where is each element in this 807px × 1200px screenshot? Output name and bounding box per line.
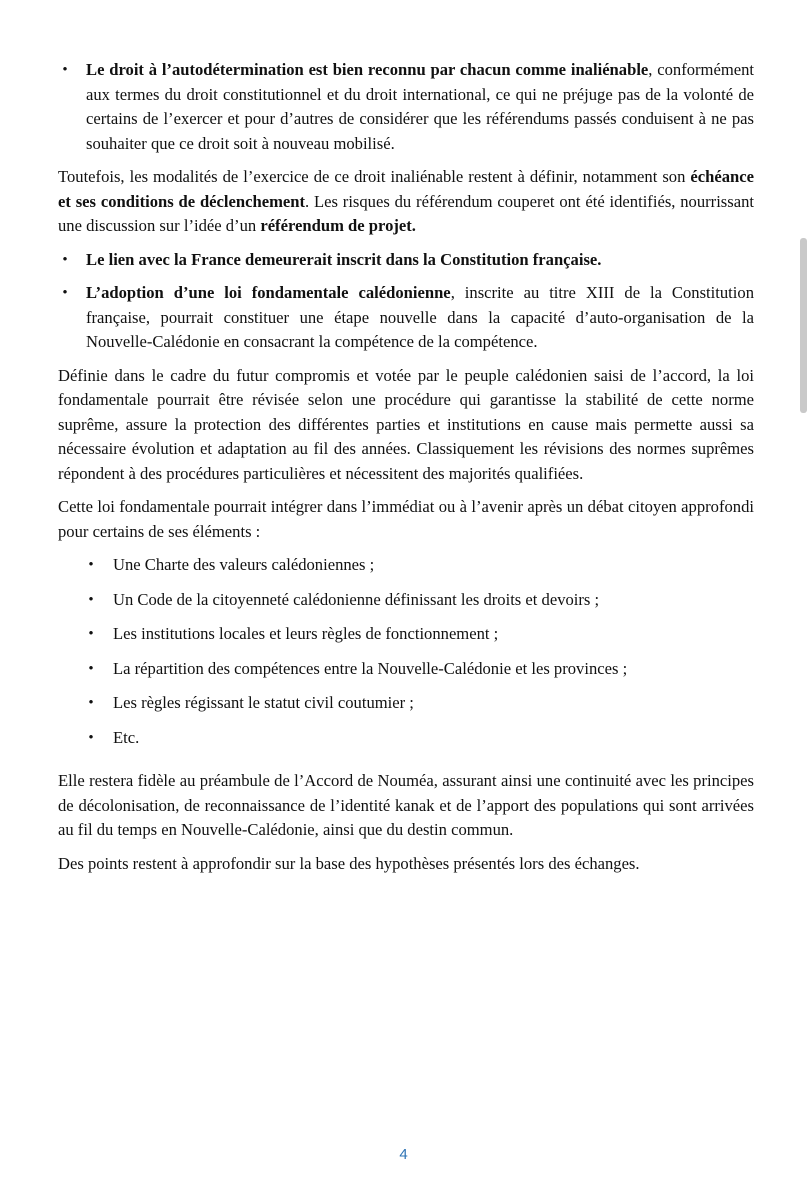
list-item xyxy=(58,726,754,761)
bullet-icon: • xyxy=(88,660,94,677)
bullet-text: , inscrite au titre XIII de la Constitution française, pourrait constituer une étape nouvelle dans la capacité d’auto-organisation de la Nouvelle-Calédonie en consacrant la compétence de la compétence. xyxy=(86,283,754,351)
list-item-text: Les institutions locales et leurs règles de fonctionnement ; xyxy=(113,624,499,643)
bullet-item-loi-fondamentale xyxy=(58,281,754,355)
paragraph-bold-text: échéance et ses conditions de déclenchement xyxy=(58,167,754,211)
list-item-text: Une Charte des valeurs calédoniennes ; xyxy=(113,555,375,574)
paragraph-preambule: Elle restera fidèle au préambule de l’Accord de Nouméa, assurant ainsi une continuité avec les principes de décolonisation, de reconnaissance de l’identité kanak et de l’apport des populations qui sont arrivées au fil du temps en Nouvelle-Calédonie, ainsi que du destin commun. xyxy=(58,771,754,839)
paragraph-integrer: Cette loi fondamentale pourrait intégrer dans l’immédiat ou à l’avenir après un débat citoyen approfondi pour certains de ses éléments : xyxy=(58,497,754,541)
bullet-icon: • xyxy=(88,695,94,711)
bullet-icon: • xyxy=(62,251,68,268)
page-number: 4 xyxy=(399,1146,408,1163)
list-item xyxy=(58,553,754,588)
bullet-text: , conformément aux termes du droit constitutionnel et du droit international, ce qui ne préjuge pas de la volonté de certains de l’exercer et pour d’autres de considérer que les référendums passés conduisent à ne pas souhaiter que ce droit soit à nouveau mobilisé. xyxy=(86,60,754,153)
bullet-item-autodetermination xyxy=(58,58,754,156)
bullet-bold-text: Le lien avec la France demeurerait inscrit dans la Constitution française. xyxy=(86,249,602,269)
bullet-icon: • xyxy=(62,62,68,78)
paragraph-points: Des points restent à approfondir sur la base des hypothèses présentés lors des échanges. xyxy=(58,853,640,873)
bullet-bold-text: L’adoption d’une loi fondamentale calédonienne xyxy=(86,283,451,302)
paragraph-definie: Définie dans le cadre du futur compromis et votée par le peuple calédonien saisi de l’accord, la loi fondamentale pourrait être révisée selon une procédure qui garantisse la stabilité de cette norme suprême, assure la protection des différentes parties et institutions en cause mais permette aussi sa nécessaire évolution et adaptation au fil des années. Classiquement les révisions des normes suprêmes répondent à des procédures particulières et nécessitent des majorités qualifiées. xyxy=(58,365,754,483)
bullet-bold-text: Le droit à l’autodétermination est bien reconnu par chacun comme inaliénable xyxy=(86,60,649,79)
list-item xyxy=(58,622,754,657)
scrollbar-thumb[interactable] xyxy=(800,238,807,413)
bullet-item-lien-france xyxy=(58,248,754,273)
bullet-icon: • xyxy=(88,591,94,608)
list-item-text: Les règles régissant le statut civil coutumier ; xyxy=(113,693,414,712)
paragraph-modalites xyxy=(58,165,754,239)
list-item xyxy=(58,588,754,623)
list-item xyxy=(58,657,754,692)
paragraph-bold-text: référendum de projet. xyxy=(260,216,416,235)
list-item-text: Un Code de la citoyenneté calédonienne définissant les droits et devoirs ; xyxy=(113,589,600,609)
bullet-icon: • xyxy=(88,626,94,642)
sub-bullet-list xyxy=(58,553,754,760)
list-item xyxy=(58,691,754,726)
paragraph-text: . Les risques du référendum couperet ont été identifiés, nourrissant une discussion sur l’idée d’un xyxy=(58,191,754,235)
bullet-icon: • xyxy=(88,557,94,573)
list-item-text: Etc. xyxy=(113,727,140,747)
document-body xyxy=(58,58,754,885)
bullet-icon: • xyxy=(88,729,94,746)
bullet-icon: • xyxy=(62,285,68,301)
list-item-text: La répartition des compétences entre la Nouvelle-Calédonie et les provinces ; xyxy=(113,658,628,678)
paragraph-text: Toutefois, les modalités de l’exercice de ce droit inaliénable restent à définir, notamment son xyxy=(58,167,691,186)
